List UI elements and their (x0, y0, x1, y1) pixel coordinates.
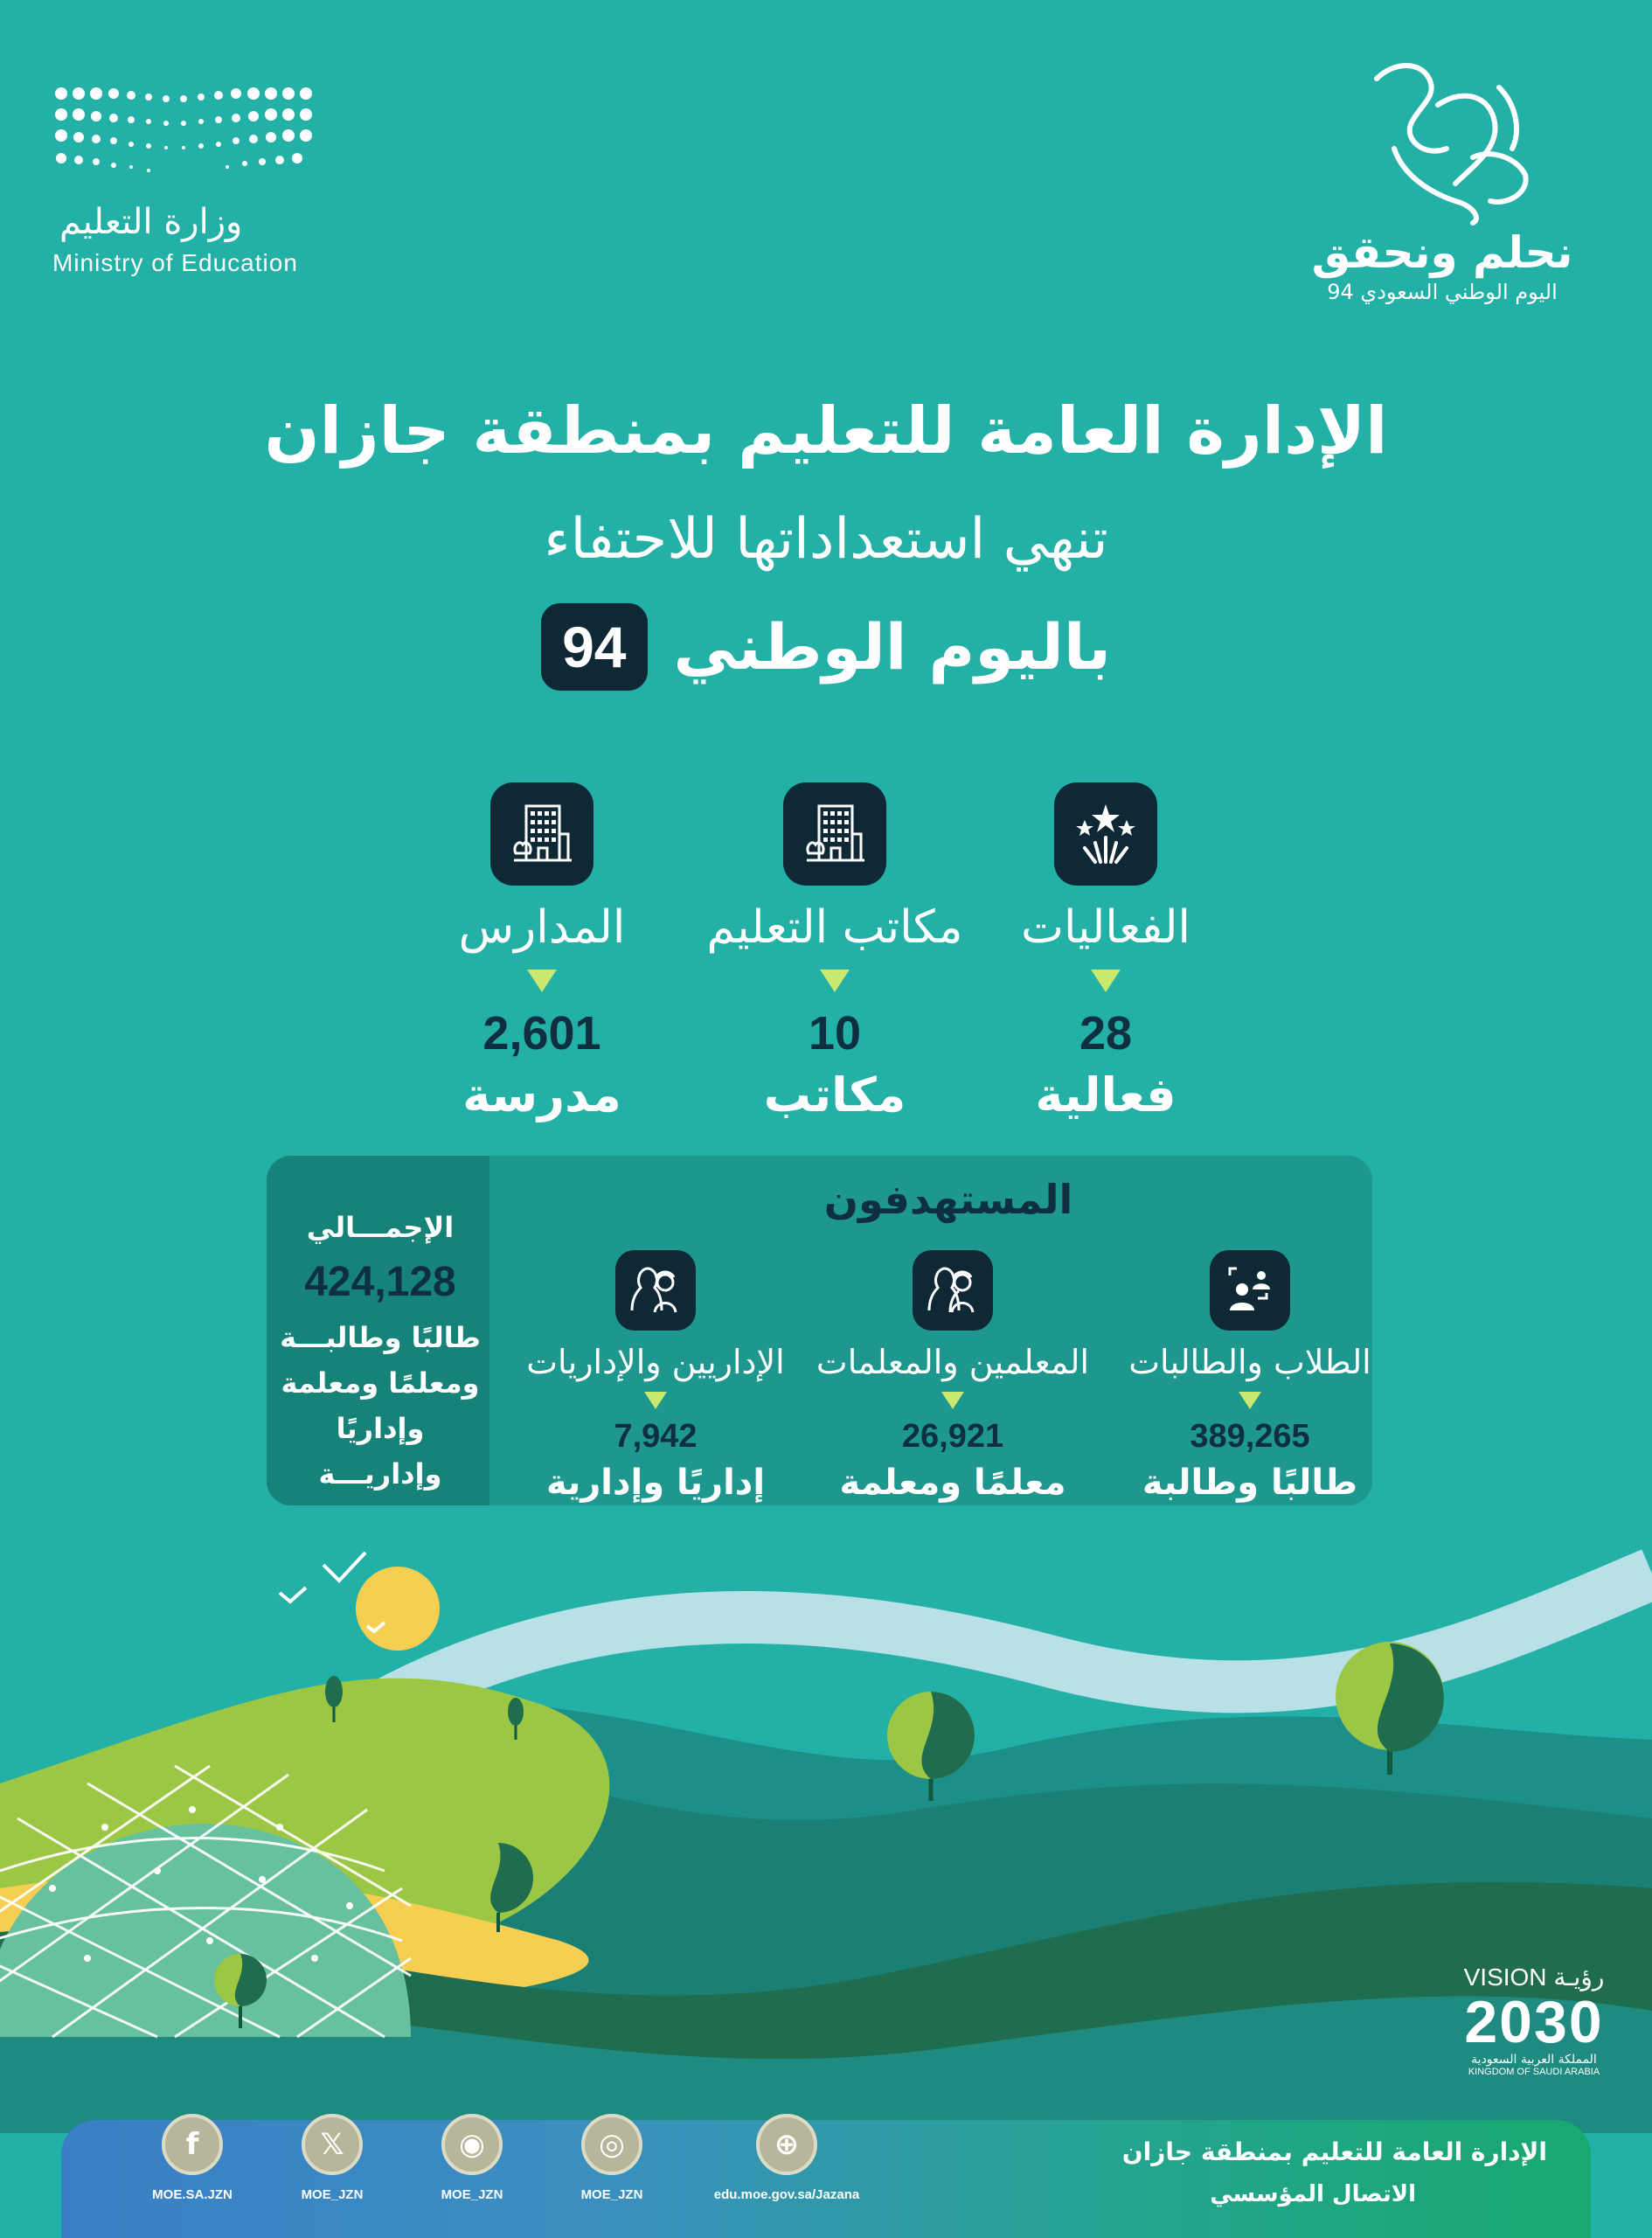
fireworks-icon (1054, 782, 1157, 886)
down-triangle-icon (1091, 970, 1121, 992)
badge-94: 94 (541, 603, 647, 691)
down-triangle-icon (527, 970, 557, 992)
headline-line-2: تنهي استعداداتها للاحتفاء (544, 507, 1108, 572)
target-teachers-value: 26,921 (901, 1418, 1004, 1455)
admins-icon (615, 1250, 696, 1331)
social-facebook-handle[interactable]: MOE.SA.JZN (152, 2187, 233, 2202)
target-students-value: 389,265 (1190, 1418, 1310, 1455)
vision-label-en: VISION (1463, 1963, 1547, 1991)
stat-offices-unit: مكاتب (763, 1067, 906, 1122)
instagram-icon[interactable]: ◎ (581, 2114, 642, 2175)
stat-offices-value: 10 (808, 1007, 862, 1060)
total-desc-2: ومعلمًا ومعلمة (281, 1366, 480, 1400)
target-students-unit: طالبًا وطالبة (1142, 1463, 1358, 1503)
facebook-icon[interactable]: f (162, 2114, 223, 2175)
target-admins (516, 1250, 795, 1503)
stat-schools-unit: مدرسة (462, 1067, 621, 1122)
sun-icon (356, 1567, 440, 1651)
stat-offices (677, 782, 992, 1122)
social-instagram-handle[interactable]: MOE_JZN (580, 2187, 643, 2202)
national-day-logo (1285, 52, 1600, 332)
ministry-name-ar: وزارة التعليم (59, 202, 243, 242)
vision-kingdom-ar: المملكة العربية السعودية (1471, 2053, 1597, 2067)
ministry-logo (52, 83, 341, 277)
national-day-subtitle: اليوم الوطني السعودي 94 (1327, 280, 1558, 304)
ministry-dots-icon (52, 83, 323, 179)
target-admins-label: الإداريين والإداريات (526, 1343, 785, 1381)
building-icon (490, 782, 593, 886)
headline-line-1: الإدارة العامة للتعليم بمنطقة جازان (264, 393, 1388, 469)
total-label: الإجمـــالي (306, 1211, 455, 1244)
targets-total (275, 1211, 485, 1497)
footer-department: الاتصال المؤسسي (1210, 2181, 1416, 2207)
social-website-url[interactable]: edu.moe.gov.sa/Jazana (713, 2187, 860, 2202)
down-triangle-icon (820, 970, 850, 992)
target-admins-value: 7,942 (614, 1418, 698, 1455)
globe-icon[interactable]: ⊕ (756, 2114, 817, 2175)
social-website[interactable] (682, 2114, 892, 2202)
target-admins-unit: إداريًا وإدارية (545, 1463, 766, 1503)
stat-events-unit: فعالية (1035, 1067, 1177, 1122)
social-x-handle[interactable]: MOE_JZN (301, 2187, 364, 2202)
target-teachers-unit: معلمًا ومعلمة (839, 1463, 1066, 1503)
vision-year: 2030 (1464, 1989, 1604, 2055)
down-triangle-icon (1239, 1392, 1261, 1409)
stat-schools-value: 2,601 (482, 1007, 601, 1060)
social-instagram[interactable] (542, 2114, 682, 2202)
down-triangle-icon (941, 1392, 964, 1409)
national-day-title: نحلم ونحقق (1311, 227, 1573, 278)
vision-2030-logo (1447, 1963, 1621, 2077)
social-facebook[interactable] (122, 2114, 262, 2202)
target-teachers-label: المعلمين والمعلمات (816, 1343, 1090, 1381)
snapchat-icon[interactable]: ◉ (441, 2114, 503, 2175)
footer-org-name: الإدارة العامة للتعليم بمنطقة جازان (1121, 2137, 1547, 2166)
headline-line-3 (0, 603, 1652, 691)
social-snapchat[interactable] (402, 2114, 542, 2202)
stat-schools (385, 782, 699, 1122)
national-day-calligraphy-icon (1342, 52, 1543, 227)
stat-offices-label: مكاتب التعليم (706, 901, 963, 954)
total-desc-1: طالبًا وطالبـــة (280, 1321, 481, 1354)
target-teachers (813, 1250, 1093, 1503)
x-icon[interactable]: 𝕏 (302, 2114, 363, 2175)
targets-title: المستهدفون (823, 1176, 1073, 1223)
down-triangle-icon (644, 1392, 667, 1409)
total-value: 424,128 (304, 1259, 456, 1305)
target-students-label: الطلاب والطالبات (1128, 1343, 1371, 1381)
landscape-illustration (0, 1521, 1652, 2133)
building-icon (783, 782, 886, 886)
total-desc-3: وإداريًا وإداريـــة (318, 1412, 442, 1491)
students-icon (1210, 1250, 1290, 1331)
social-x[interactable] (262, 2114, 402, 2202)
social-snapchat-handle[interactable]: MOE_JZN (441, 2187, 503, 2202)
headline-national-day: باليوم الوطني (673, 610, 1111, 684)
vision-kingdom-en: KINGDOM OF SAUDI ARABIA (1468, 2067, 1600, 2077)
stat-schools-label: المدارس (458, 901, 626, 954)
vision-label-ar: رؤيـة (1553, 1963, 1605, 1991)
stat-events (948, 782, 1263, 1122)
stat-events-label: الفعاليات (1021, 901, 1190, 954)
ministry-name-en: Ministry of Education (52, 249, 298, 276)
target-students (1110, 1250, 1390, 1503)
teachers-icon (913, 1250, 993, 1331)
stat-events-value: 28 (1079, 1007, 1133, 1060)
